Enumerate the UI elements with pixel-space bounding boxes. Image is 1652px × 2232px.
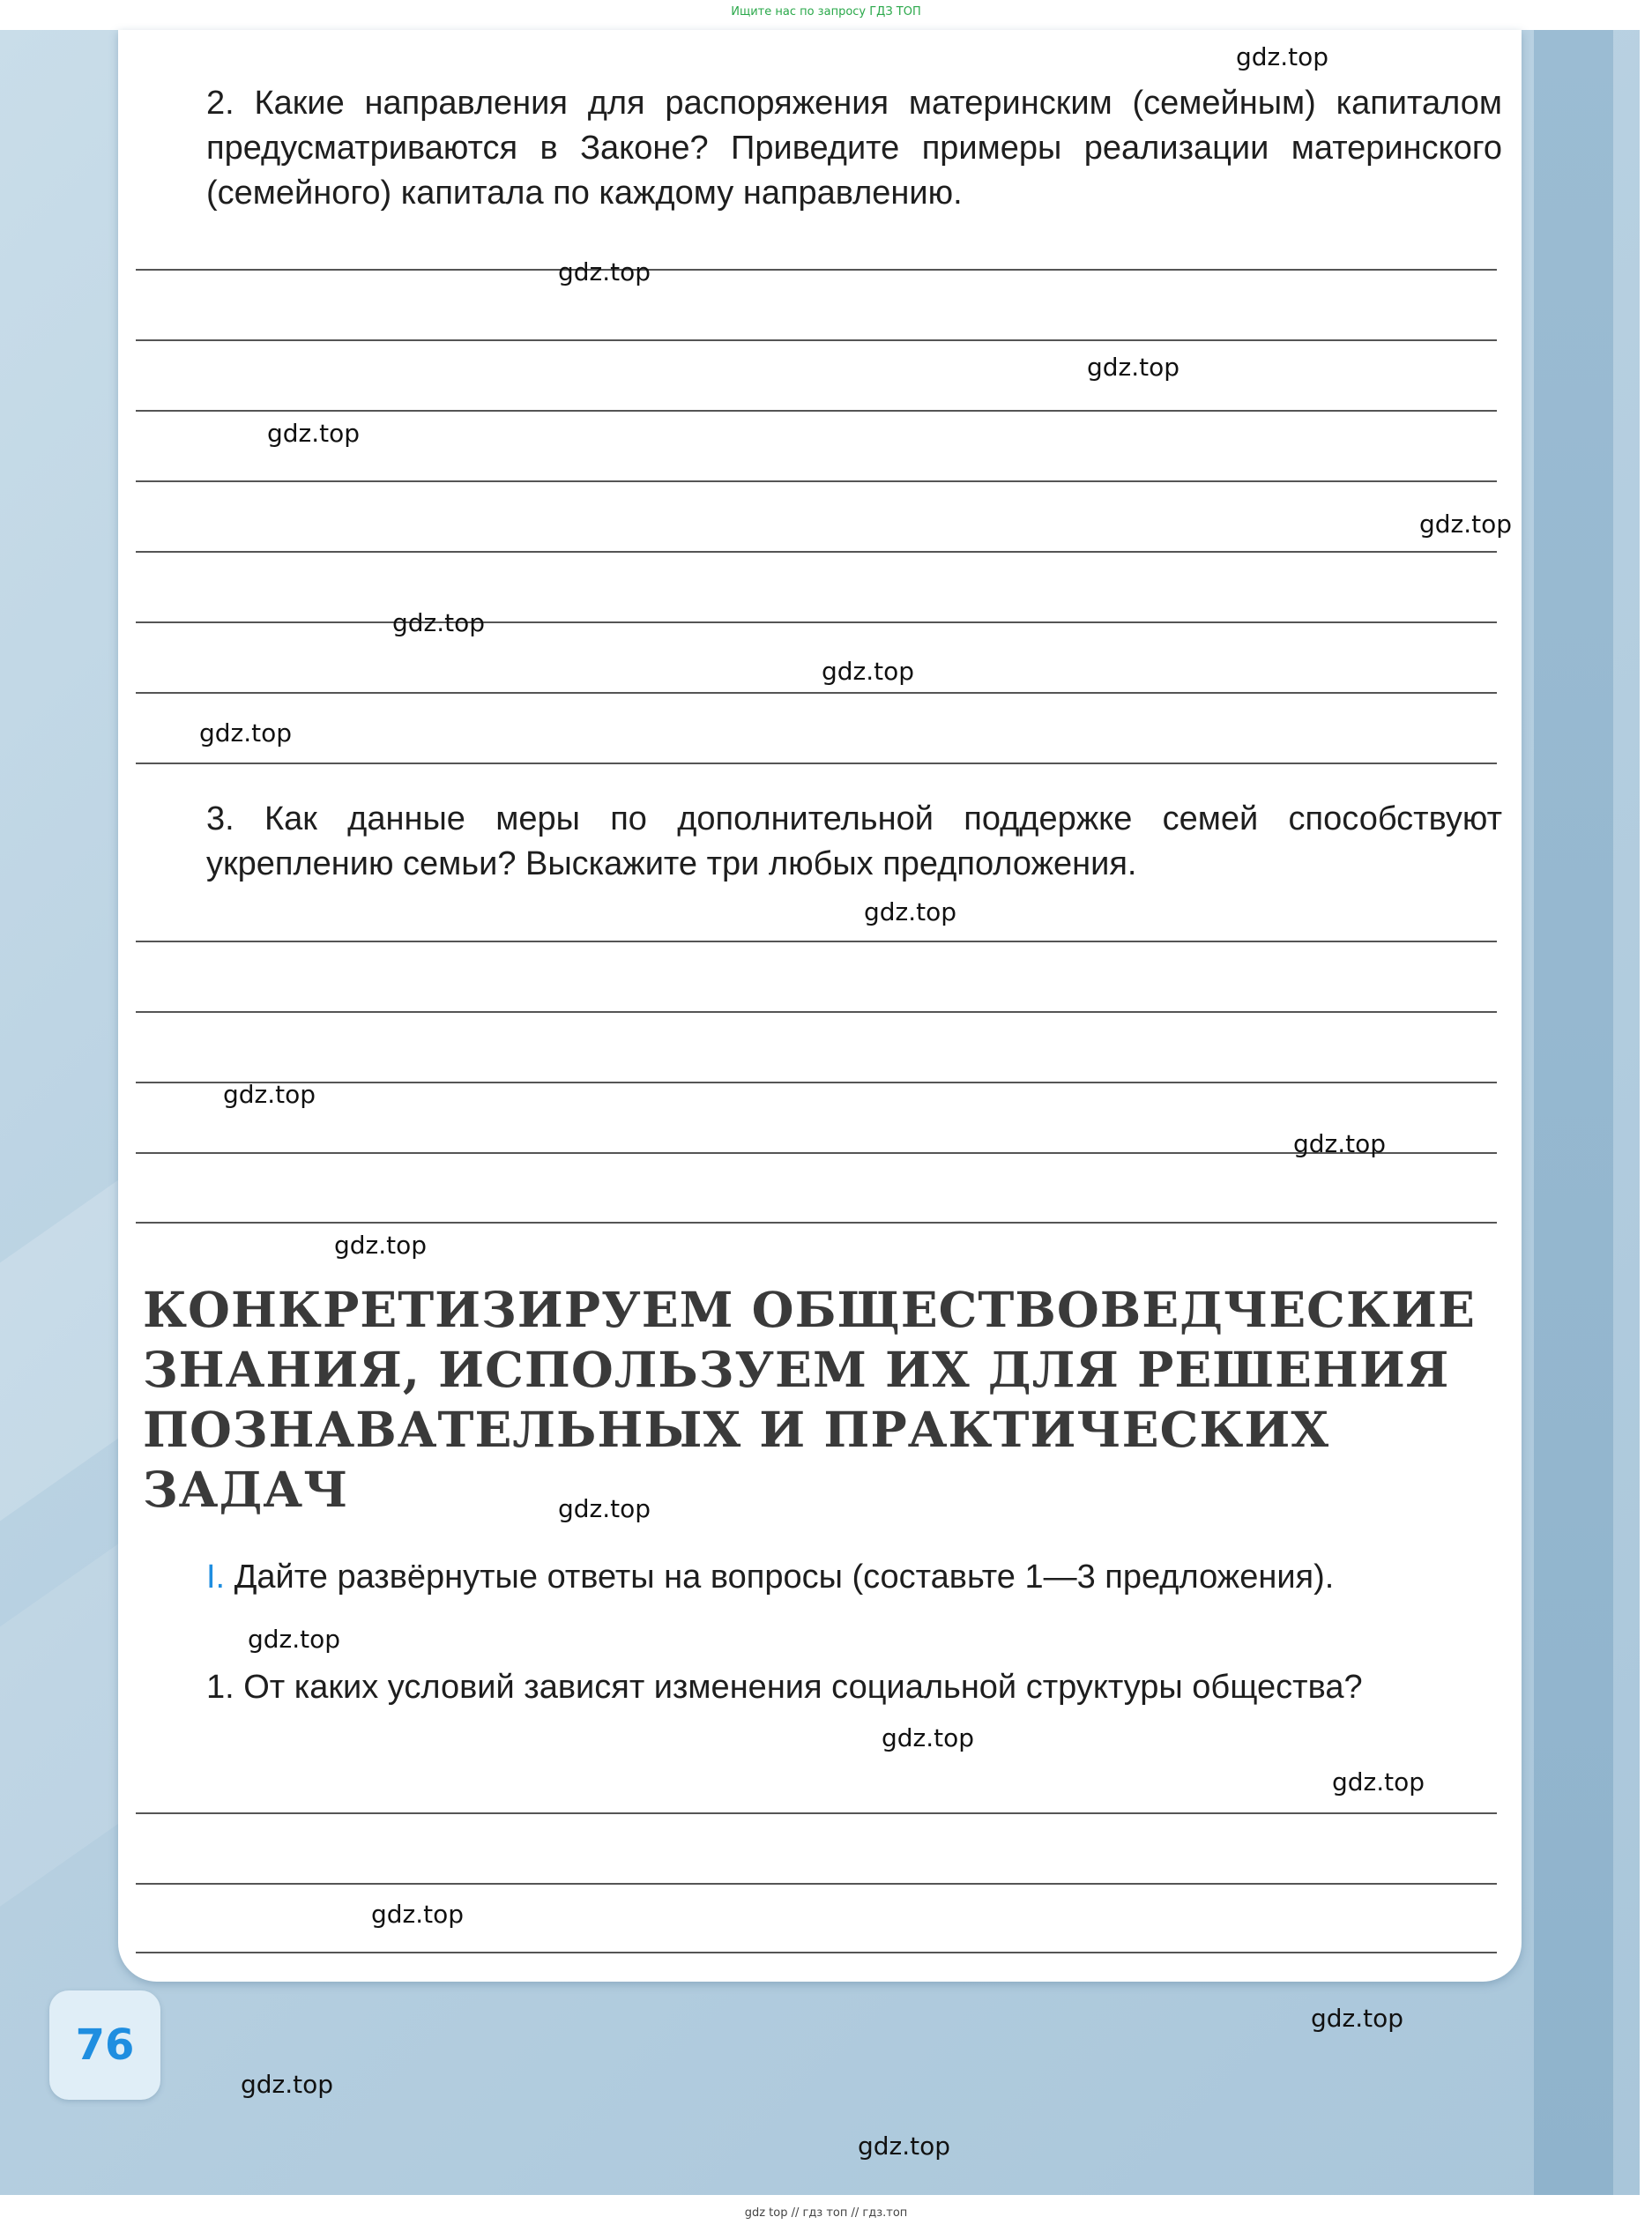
watermark: gdz.top [241,2070,334,2099]
watermark: gdz.top [1311,2004,1404,2033]
answer-line[interactable] [136,551,1497,553]
worksheet-card [118,30,1522,1982]
watermark: gdz.top [371,1900,465,1929]
watermark: gdz.top [199,718,293,748]
watermark: gdz.top [1236,42,1329,71]
task-instruction [206,1555,1502,1600]
task-number: I. [206,1559,226,1596]
watermark: gdz.top [267,419,361,448]
watermark: gdz.top [248,1625,341,1654]
question-3: 3. Как данные меры по дополнительной поддержке семей способствуют укреплению семьи? Выскажите три любых предположения. [206,800,1502,882]
answer-line[interactable] [136,1082,1497,1083]
watermark: gdz.top [1293,1129,1387,1158]
answer-line[interactable] [136,941,1497,942]
question-1: 1. От каких условий зависят изменения социальной структуры общества? [206,1669,1363,1706]
answer-line[interactable] [136,410,1497,412]
answer-line[interactable] [136,1222,1497,1224]
answer-line[interactable] [136,692,1497,694]
watermark: gdz.top [822,657,915,686]
side-stripe [1534,30,1613,2195]
question-2: 2. Какие направления для распоряжения материнским (семейным) капиталом предусматриваются в Законе? Приведите примеры реализации материнского (семейного) капитала по каждому направлению. [206,85,1502,212]
watermark: gdz.top [334,1231,428,1260]
answer-line[interactable] [136,480,1497,482]
bottom-banner[interactable]: gdz top // гдз топ // гдз.тoп [0,2195,1652,2232]
task-text: Дайте развёрнутые ответы на вопросы (составьте 1—3 предложения). [234,1559,1335,1596]
answer-line[interactable] [136,1812,1497,1814]
answer-line[interactable] [136,339,1497,341]
answer-line[interactable] [136,763,1497,764]
watermark: gdz.top [223,1080,316,1109]
page-number: 76 [49,1990,160,2100]
watermark: gdz.top [1332,1767,1425,1797]
top-banner[interactable]: Ищите нас по запросу ГДЗ ТОП [0,0,1652,30]
watermark: gdz.top [1419,510,1513,539]
watermark: gdz.top [1087,353,1180,382]
watermark: gdz.top [558,1494,651,1523]
answer-line[interactable] [136,1011,1497,1013]
answer-line[interactable] [136,1952,1497,1953]
answer-line[interactable] [136,621,1497,623]
watermark: gdz.top [864,897,957,926]
answer-line[interactable] [136,269,1497,271]
answer-line[interactable] [136,1883,1497,1885]
watermark: gdz.top [558,257,651,286]
watermark: gdz.top [882,1723,975,1752]
section-heading: КОНКРЕТИЗИРУЕМ ОБЩЕСТВОВЕДЧЕСКИЕ ЗНАНИЯ, ИСПОЛЬЗУЕМ ИХ ДЛЯ РЕШЕНИЯ ПОЗНАВАТЕЛЬНЫХ И ПРАКТИЧЕСКИХ ЗАДАЧ [143,1281,1476,1518]
watermark: gdz.top [392,608,486,637]
watermark: gdz.top [858,2132,951,2161]
